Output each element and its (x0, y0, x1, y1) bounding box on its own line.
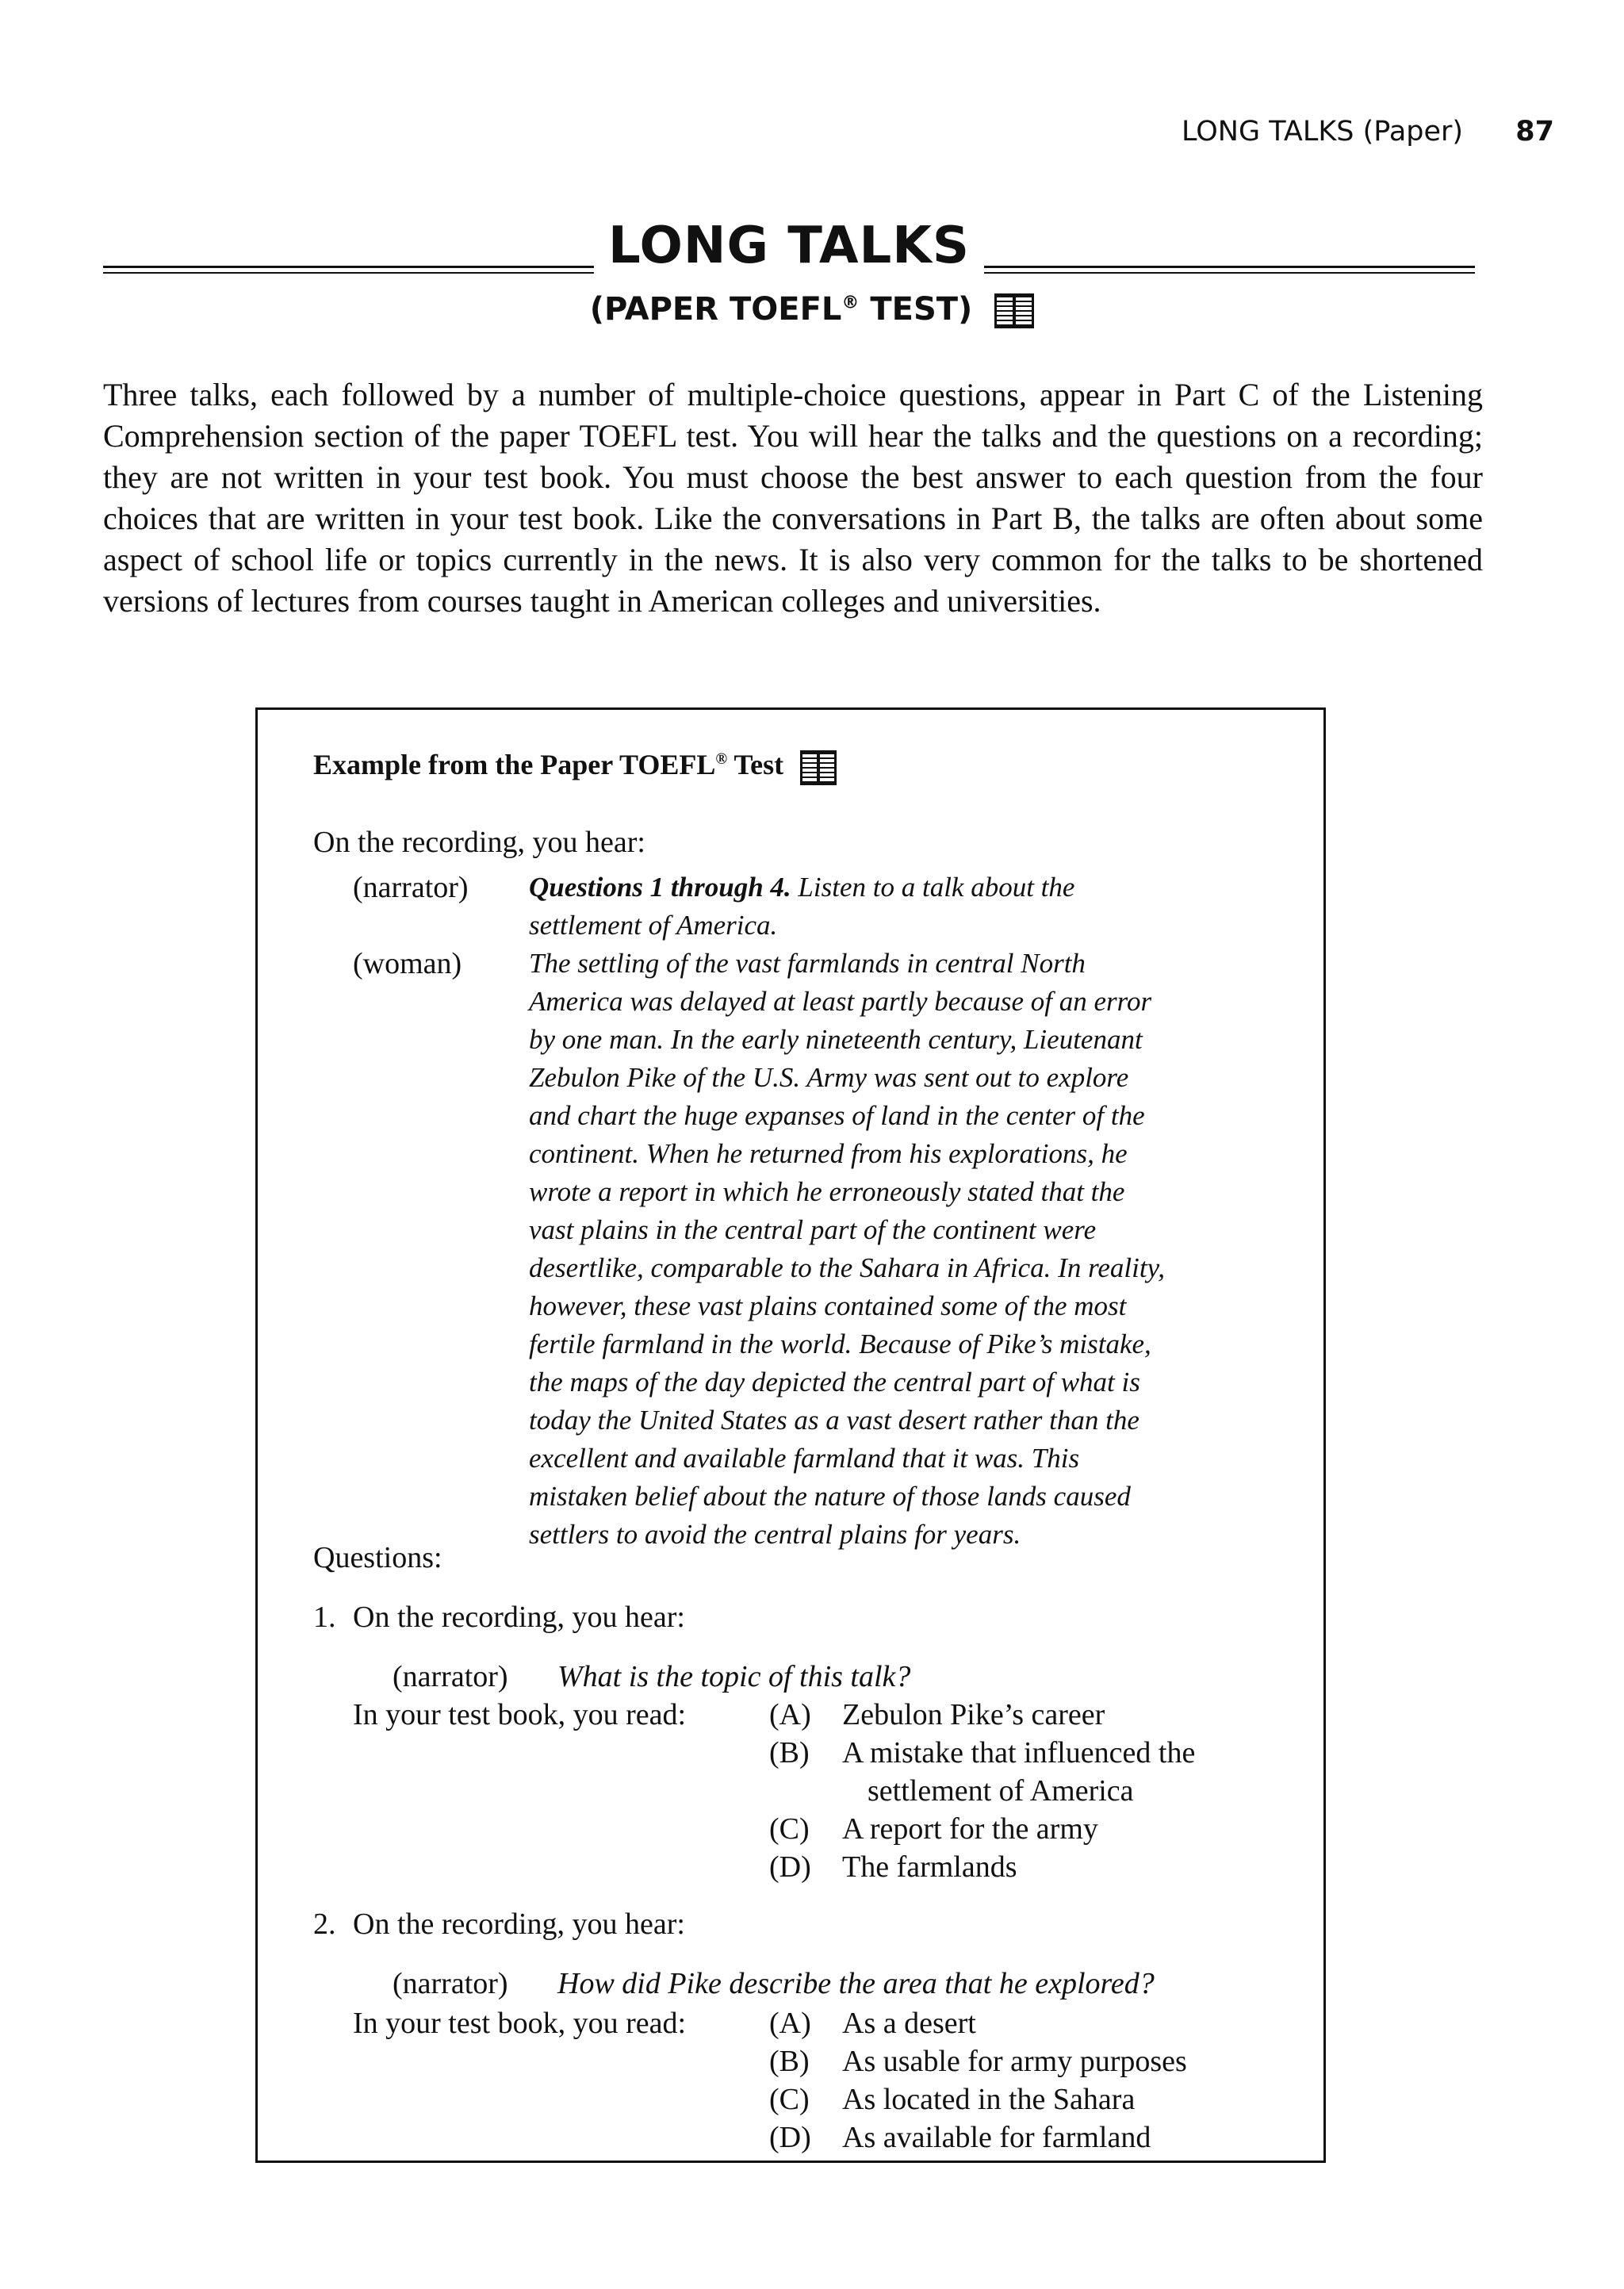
intro-paragraph: Three talks, each followed by a number of multiple-choice questions, appear in Part C of the Listening Comprehension section of the paper TOEFL test. You will hear the talks and the questions on a recording; they are not written in your test book. You must choose the best answer to each question from the four choices that are written in your test book. Like the conversations in Part B, the talks are often about some aspect of school life or topics currently in the news. It is also very common for the talks to be shortened versions of lectures from courses taught in American colleges and universities. (103, 377, 1483, 619)
answer-choices (769, 1696, 1195, 1886)
page-subtitle: (PAPER TOEFL® TEST) (0, 289, 1624, 329)
example-box (255, 707, 1326, 2163)
question-number: 1. (313, 1601, 336, 1634)
question-text: How did Pike describe the area that he explored? (557, 1967, 1155, 2000)
question-prompt: On the recording, you hear: (353, 1601, 685, 1634)
choice: (B) A mistake that influenced the (769, 1736, 1196, 1769)
choice: (C) As located in the Sahara (769, 2083, 1136, 2116)
section-title-row (103, 218, 1475, 274)
read-label: In your test book, you read: (353, 2007, 687, 2040)
dialogue-line (353, 868, 1289, 945)
speaker-label: (woman) (353, 947, 462, 980)
book-icon (800, 750, 837, 785)
questions-label: Questions: (313, 1541, 442, 1574)
on-recording-label: On the recording, you hear: (313, 826, 645, 859)
choice: (A) Zebulon Pike’s career (769, 1698, 1105, 1731)
choice: (C) A report for the army (769, 1812, 1098, 1846)
question-prompt: On the recording, you hear: (353, 1908, 685, 1941)
dialogue (353, 868, 1289, 1554)
question-text: What is the topic of this talk? (557, 1660, 911, 1693)
dialogue-line (353, 945, 1289, 1554)
choice: (B) As usable for army purposes (769, 2045, 1187, 2078)
choice: (A) As a desert (769, 2007, 976, 2040)
page-number: 87 (1515, 116, 1554, 148)
choice-continuation: settlement of America (868, 1774, 1134, 1808)
read-label: In your test book, you read: (353, 1698, 687, 1731)
book-icon (994, 293, 1034, 328)
speaker-label: (narrator) (393, 1967, 508, 2000)
page-title: LONG TALKS (594, 217, 984, 275)
speaker-label: (narrator) (353, 871, 469, 904)
choice: (D) As available for farmland (769, 2121, 1151, 2154)
question-number: 2. (313, 1908, 336, 1941)
running-head-title: LONG TALKS (Paper) (1182, 116, 1464, 148)
speaker-label: (narrator) (393, 1660, 508, 1693)
dialogue-text: Questions 1 through 4. Listen to a talk about the settlement of America. (529, 872, 1075, 941)
choice: (D) The farmlands (769, 1850, 1017, 1884)
example-heading: Example from the Paper TOEFL® Test (313, 746, 837, 785)
answer-choices (769, 2004, 1187, 2157)
dialogue-text: The settling of the vast farmlands in central North America was delayed at least partly because of an error by one man. In the early nineteenth century, Lieutenant Zebulon Pike of the U.S. Army was sent out to explore and chart the huge expanses of land in the center of the continent. When he returned from his explorations, he wrote a report in which he erroneously stated that the vast plains in the central part of the continent were desertlike, comparable to the Sahara in Africa. In reality, however, these vast plains contained some of the most fertile farmland in the world. Because of Pike’s mistake, the maps of the day depicted the central part of what is today the United States as a vast desert rather than the excellent and available farmland that it was. This mistaken belief about the nature of those lands caused settlers to avoid the central plains for years. (529, 948, 1165, 1550)
